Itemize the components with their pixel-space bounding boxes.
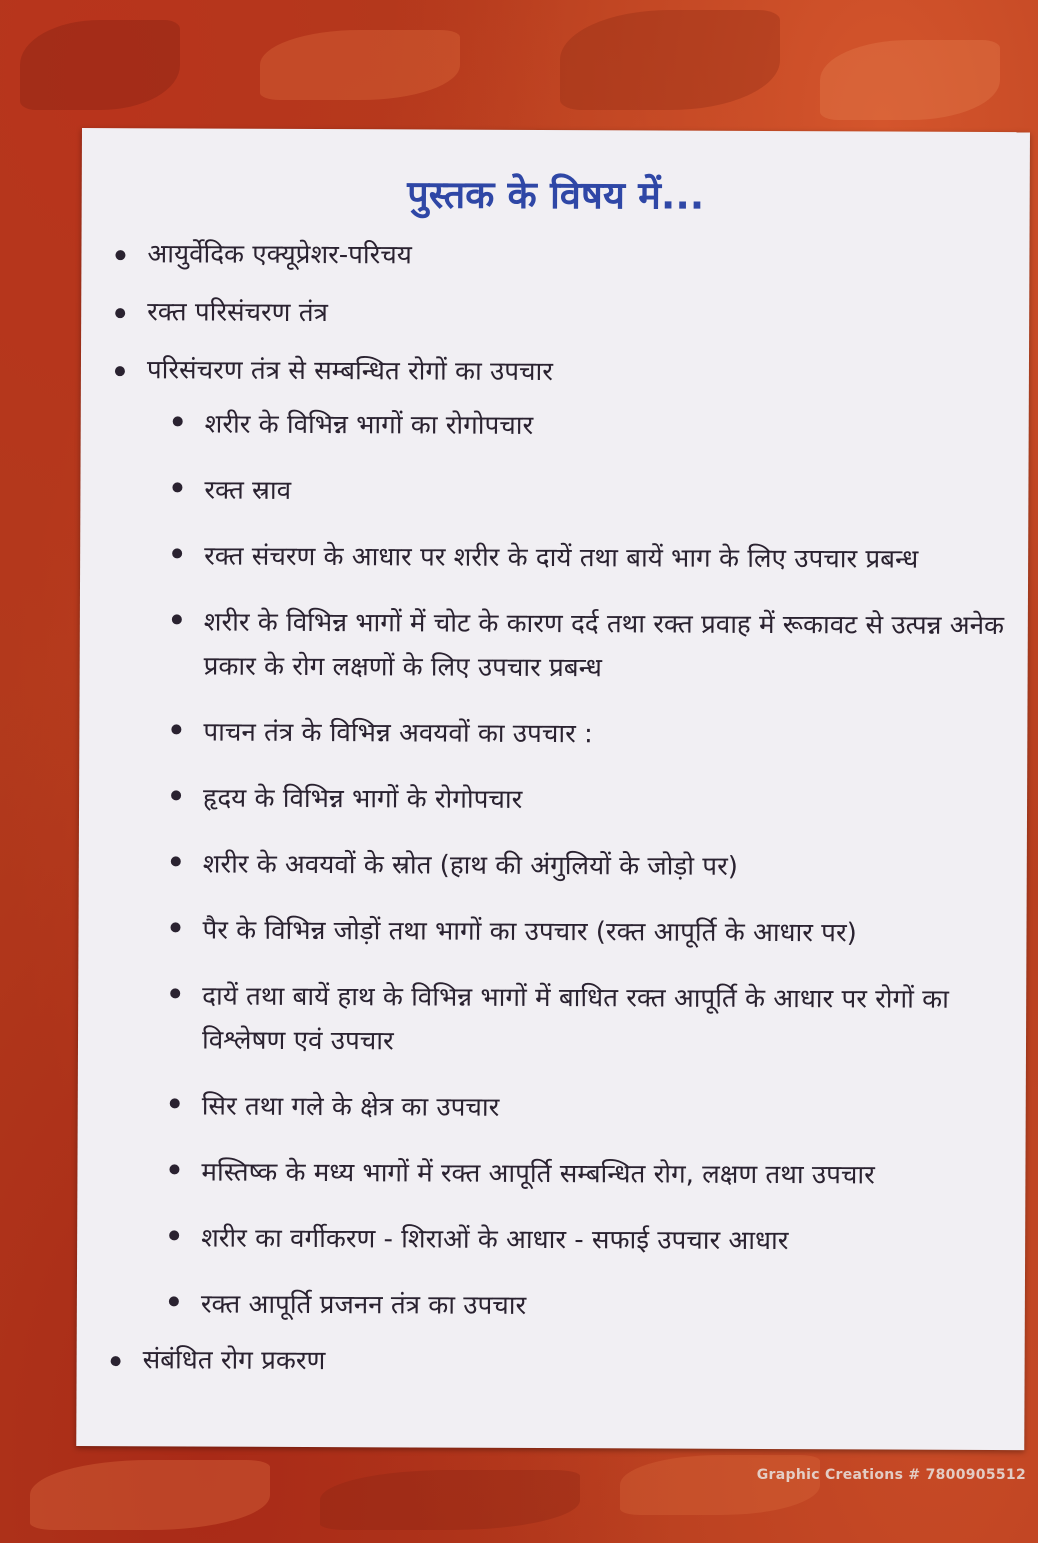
card-title: पुस्तक के विषय में... xyxy=(407,172,705,218)
list-item xyxy=(105,352,1009,1330)
sub-list-item: हृदय के विभिन्न भागों के रोगोपचार xyxy=(165,776,1007,824)
leaf-texture xyxy=(260,30,460,100)
sub-list-item: शरीर के अवयवों के स्रोत (हाथ की अंगुलियों के जोड़ो पर) xyxy=(165,842,1007,890)
topic-list xyxy=(104,236,1009,1404)
contents-card xyxy=(76,128,1030,1450)
list-item-label: परिसंचरण तंत्र से सम्बन्धित रोगों का उपचार xyxy=(146,355,553,388)
list-item: रक्त परिसंचरण तंत्र xyxy=(109,294,1009,334)
sub-list-item: शरीर के विभिन्न भागों का रोगोपचार xyxy=(167,402,1009,450)
list-item: आयुर्वेदिक एक्यूप्रेशर-परिचय xyxy=(109,236,1009,276)
sub-topic-list xyxy=(163,402,1009,1330)
leaf-texture xyxy=(820,40,1000,120)
leaf-texture xyxy=(20,20,180,110)
sub-list-item: पैर के विभिन्न जोड़ों तथा भागों का उपचार (रक्त आपूर्ति के आधार पर) xyxy=(164,908,1006,956)
leaf-texture xyxy=(320,1470,580,1530)
list-item: संबंधित रोग प्रकरण xyxy=(105,1342,1005,1382)
sub-list-item: पाचन तंत्र के विभिन्न अवयवों का उपचार : xyxy=(165,710,1007,758)
leaf-texture xyxy=(620,1455,820,1515)
sub-list-item: सिर तथा गले के क्षेत्र का उपचार xyxy=(164,1084,1006,1132)
sub-list-item: शरीर के विभिन्न भागों में चोट के कारण दर्द तथा रक्त प्रवाह में रूकावट से उत्पन्न अनेक प्रकार के रोग लक्षणों के लिए उपचार प्रबन्ध xyxy=(166,600,1008,692)
sub-list-item: शरीर का वर्गीकरण - शिराओं के आधार - सफाई उपचार आधार xyxy=(163,1216,1005,1264)
leaf-texture xyxy=(30,1460,270,1530)
sub-list-item: मस्तिष्क के मध्य भागों में रक्त आपूर्ति सम्बन्धित रोग, लक्षण तथा उपचार xyxy=(163,1150,1005,1198)
sub-list-item: रक्त संचरण के आधार पर शरीर के दायें तथा बायें भाग के लिए उपचार प्रबन्ध xyxy=(166,534,1008,582)
publisher-credit: Graphic Creations # 7800905512 xyxy=(756,1467,1026,1483)
sub-list-item: रक्त स्राव xyxy=(166,468,1008,516)
leaf-texture xyxy=(560,10,780,110)
sub-list-item: दायें तथा बायें हाथ के विभिन्न भागों में बाधित रक्त आपूर्ति के आधार पर रोगों का विश्लेषण एवं उपचार xyxy=(164,974,1006,1066)
sub-list-item: रक्त आपूर्ति प्रजनन तंत्र का उपचार xyxy=(163,1282,1005,1330)
